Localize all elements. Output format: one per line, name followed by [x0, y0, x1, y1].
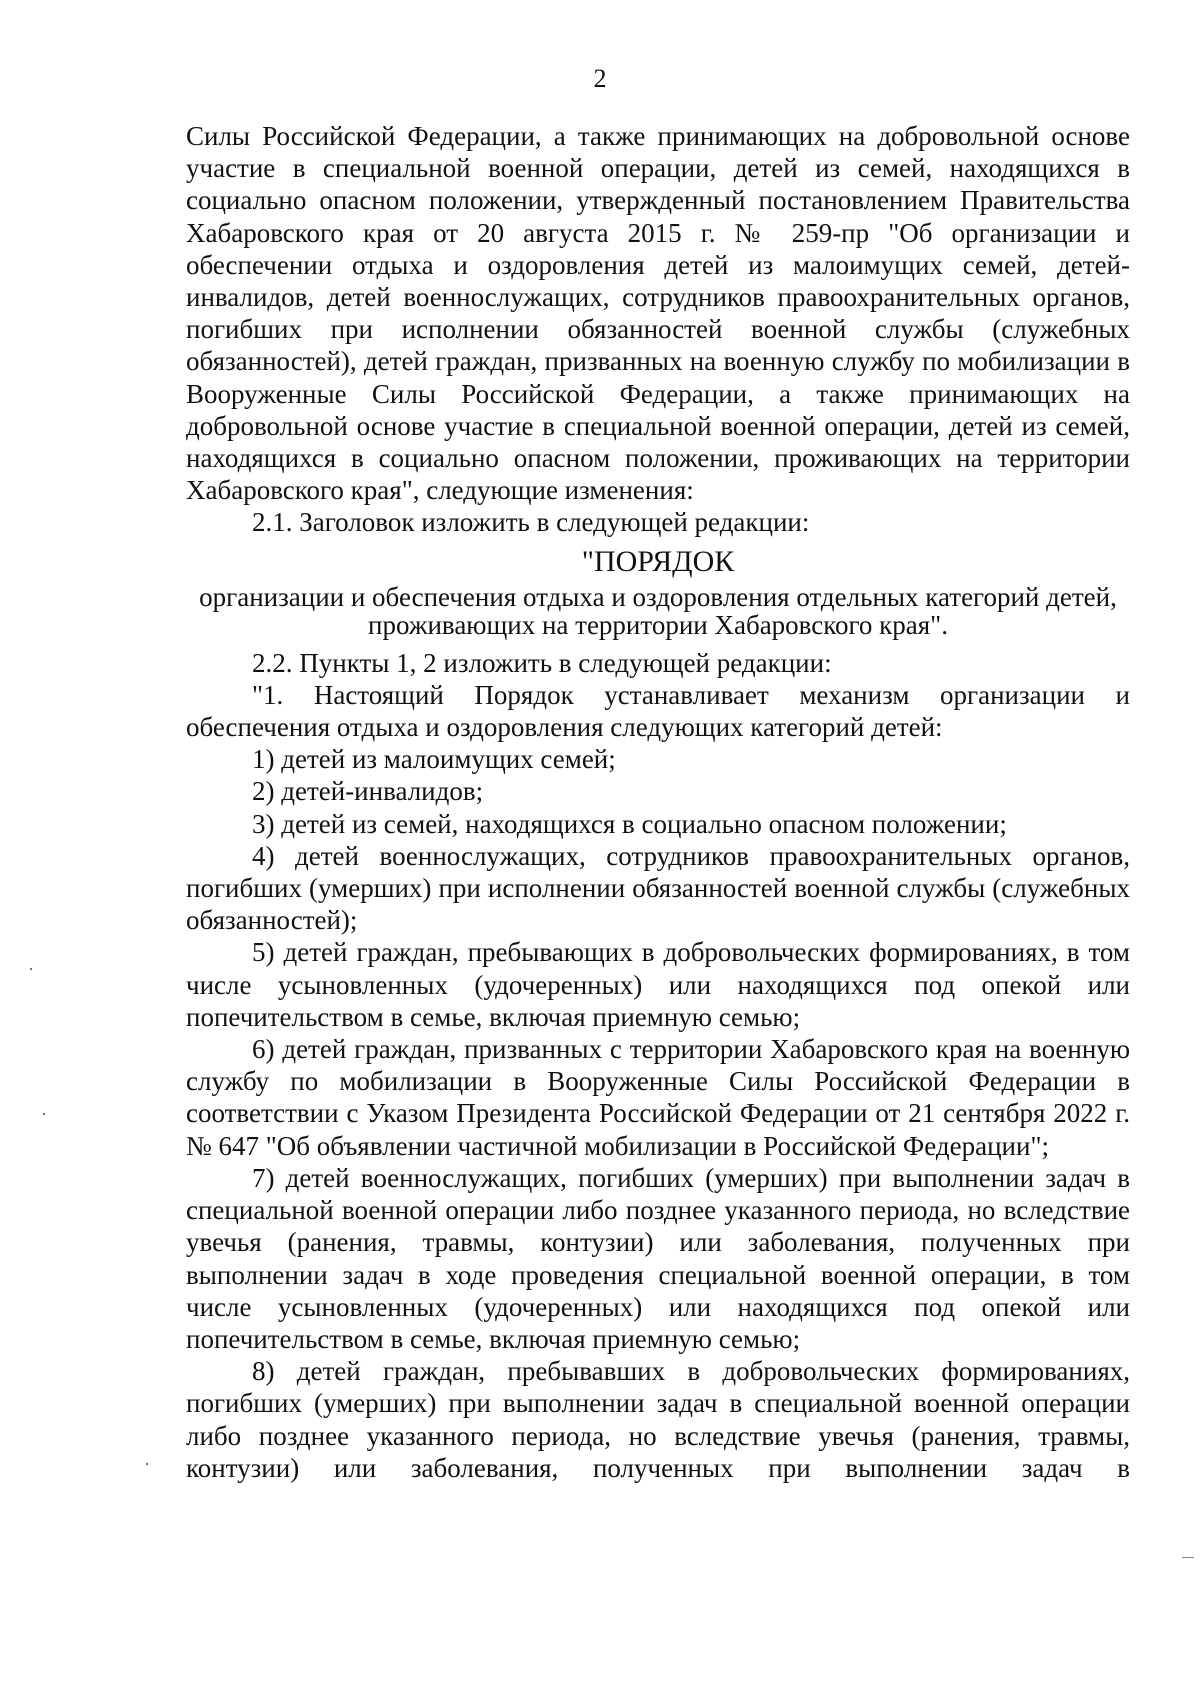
category-item-6: 6) детей граждан, призванных с территории Хабаровского края на военную службу по мобилизации в Вооруженные Силы Российской Федерации в соответствии с Указом Президента Российской Федерации от 21 сентября 2022 г. № 647 "Об объявлении частичной мобилизации в Российской Федерации"; — [186, 1034, 1130, 1161]
category-item-5: 5) детей граждан, пребывающих в добровольческих формированиях, в том числе усыновленных (удочеренных) или находящихся под опекой или попечительством в семье, включая приемную семью; — [186, 937, 1130, 1032]
point-1: "1. Настоящий Порядок устанавливает механизм организации и обеспечения отдыха и оздоровления следующих категорий детей: — [186, 679, 1130, 743]
scan-speck — [30, 968, 32, 970]
order-subtitle: организации и обеспечения отдыха и оздоровления отдельных категорий детей, проживающих на территории Хабаровского края". — [199, 581, 1117, 640]
scan-speck — [43, 1113, 45, 1115]
order-title: "ПОРЯДОК — [581, 544, 735, 578]
scan-speck — [146, 1463, 148, 1465]
amendment-item-2-1: 2.1. Заголовок изложить в следующей редакции: — [252, 507, 810, 538]
document-body — [186, 120, 1130, 1484]
category-item-7: 7) детей военнослужащих, погибших (умерших) при выполнении задач в специальной военной операции либо позднее указанного периода, но вследствие увечья (ранения, травмы, контузии) или заболевания, полученных при выполнении задач в ходе проведения специальной военной операции, в том числе усыновленных (удочеренных) или находящихся под опекой или попечительством в семье, включая приемную семью; — [186, 1162, 1130, 1354]
intro-paragraph: Силы Российской Федерации, а также принимающих на добровольной основе участие в специальной военной операции, детей из семей, находящихся в социально опасном положении, утвержденный постановлением Правительства Хабаровского края от 20 августа 2015 г. № 259-пр "Об организации и обеспечении отдыха и оздоровления детей из малоимущих семей, детей-инвалидов, детей военнослужащих, сотрудников правоохранительных органов, погибших при исполнении обязанностей военной службы (служебных обязанностей), детей граждан, призванных на военную службу по мобилизации в Вооруженные Силы Российской Федерации, а также принимающих на добровольной основе участие в специальной военной операции, детей из семей, находящихся в социально опасном положении, проживающих на территории Хабаровского края", следующие изменения: — [186, 121, 1130, 506]
category-item-1: 1) детей из малоимущих семей; — [252, 744, 616, 775]
amendment-item-2-2: 2.2. Пункты 1, 2 изложить в следующей редакции: — [252, 647, 832, 678]
category-item-8: 8) детей граждан, пребывавших в добровольческих формированиях, погибших (умерших) при выполнении задач в специальной военной операции либо позднее указанного периода, но вследствие увечья (ранения, травмы, контузии) или заболевания, полученных при выполнении задач в — [186, 1356, 1130, 1483]
category-item-2: 2) детей-инвалидов; — [252, 776, 484, 807]
scan-mark — [1182, 1557, 1194, 1558]
category-item-4: 4) детей военнослужащих, сотрудников правоохранительных органов, погибших (умерших) при исполнении обязанностей военной службы (служебных обязанностей); — [186, 840, 1130, 936]
category-item-3: 3) детей из семей, находящихся в социально опасном положении; — [252, 808, 1007, 839]
page-number: 2 — [593, 64, 607, 93]
